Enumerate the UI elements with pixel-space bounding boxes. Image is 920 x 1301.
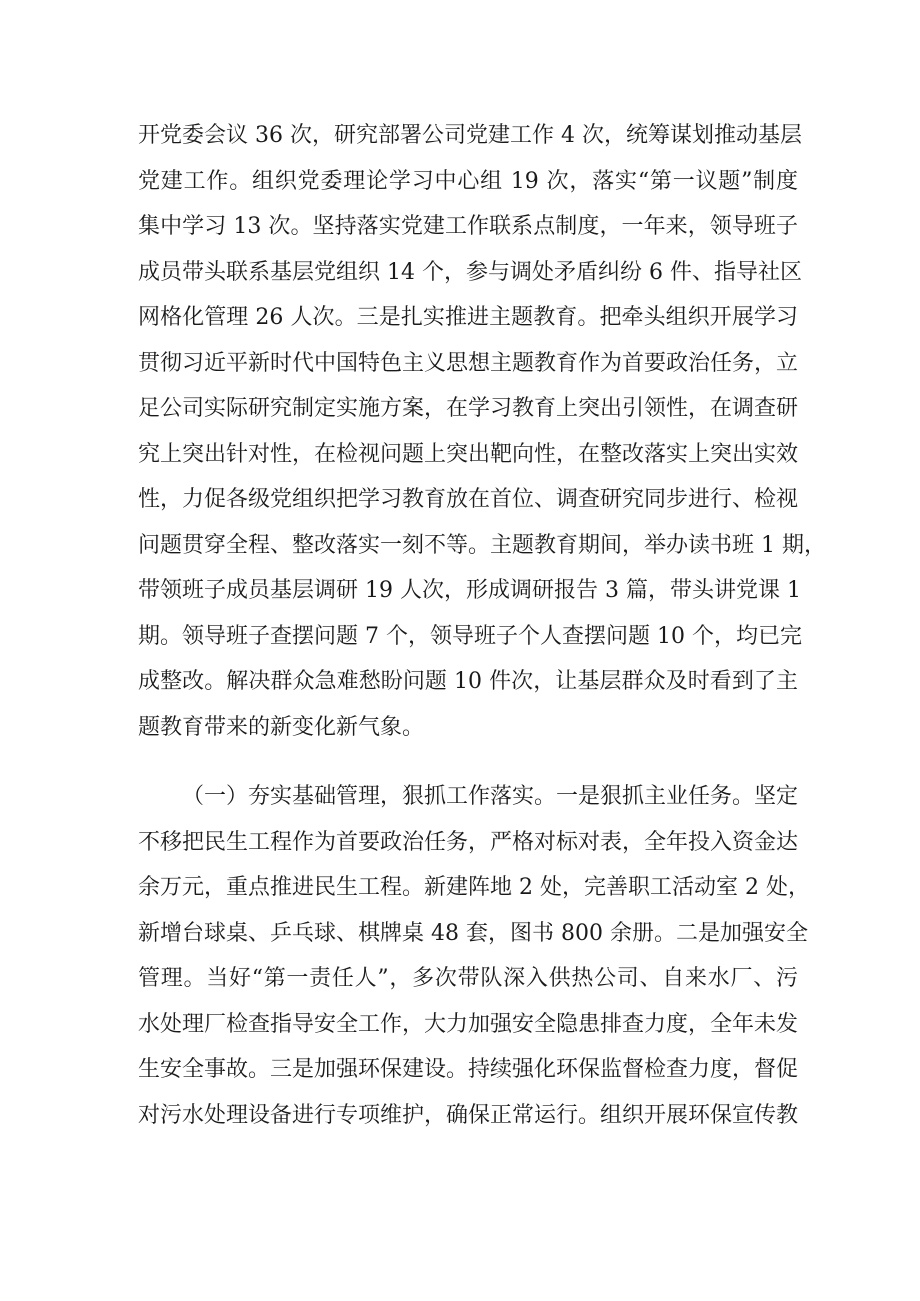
text-line: 开党委会议 36 次，研究部署公司党建工作 4 次，统筹谋划推动基层 — [138, 123, 802, 148]
paragraph-basic-management — [138, 774, 810, 1138]
text-line: （一）夯实基础管理，狠抓工作落实。一是狠抓主业任务。坚定 — [182, 784, 799, 809]
text-line: 问题贯穿全程、整改落实一刻不等。主题教育期间，举办读书班 1 期， — [138, 532, 826, 558]
text-line: 党建工作。组织党委理论学习中心组 19 次，落实“第一议题”制度 — [138, 168, 798, 194]
text-line: 性，力促各级党组织把学习教育放在首位、调查研究同步进行、检视 — [138, 487, 799, 512]
paragraph-party-building — [138, 113, 826, 750]
text-line: 成员带头联系基层党组织 14 个，参与调处矛盾纠纷 6 件、指导社区 — [138, 259, 802, 285]
text-line: 成整改。解决群众急难愁盼问题 10 件次，让基层群众及时看到了主 — [138, 669, 798, 694]
text-line: 管理。当好“第一责任人”，多次带队深入供热公司、自来水厂、污 — [138, 966, 798, 991]
text-line: 究上突出针对性，在检视问题上突出靶向性，在整改落实上突出实效 — [138, 441, 799, 467]
text-line: 水处理厂检查指导安全工作，大力加强安全隐患排查力度，全年未发 — [138, 1011, 799, 1037]
text-line: 贯彻习近平新时代中国特色主义思想主题教育作为首要政治任务，立 — [138, 350, 799, 376]
text-line: 期。领导班子查摆问题 7 个，领导班子个人查摆问题 10 个，均已完 — [138, 623, 802, 649]
text-line: 对污水处理设备进行专项维护，确保正常运行。组织开展环保宣传教 — [138, 1102, 799, 1128]
text-line: 新增台球桌、乒乓球、棋牌桌 48 套，图书 800 余册。二是加强安全 — [138, 920, 808, 946]
text-line: 不移把民生工程作为首要政治任务，严格对标对表，全年投入资金达 — [138, 829, 799, 855]
text-line: 带领班子成员基层调研 19 人次，形成调研报告 3 篇，带头讲党课 1 — [138, 578, 801, 603]
text-line: 余万元，重点推进民生工程。新建阵地 2 处，完善职工活动室 2 处， — [138, 875, 810, 900]
text-line: 集中学习 13 次。坚持落实党建工作联系点制度，一年来，领导班子 — [138, 214, 798, 239]
text-line: 生安全事故。三是加强环保建设。持续强化环保监督检查力度，督促 — [138, 1057, 799, 1082]
text-line: 网格化管理 26 人次。三是扎实推进主题教育。把牵头组织开展学习 — [138, 305, 798, 330]
text-line: 足公司实际研究制定实施方案，在学习教育上突出引领性，在调查研 — [138, 396, 799, 421]
text-line: 题教育带来的新变化新气象。 — [138, 714, 425, 740]
